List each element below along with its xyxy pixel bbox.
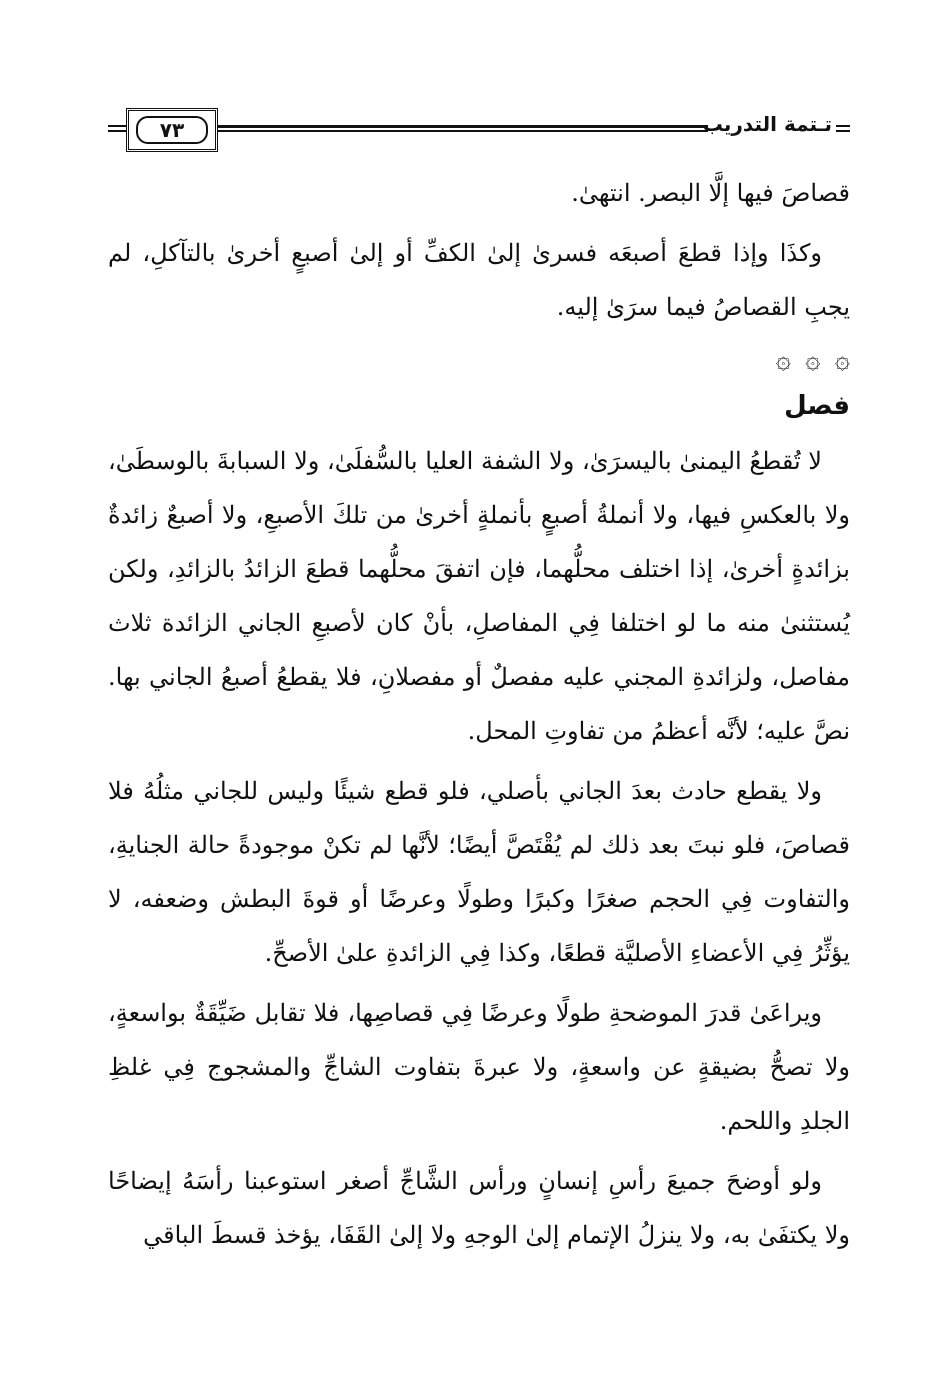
running-header xyxy=(108,108,850,154)
page-body xyxy=(108,166,850,1268)
paragraph: لا تُقطعُ اليمنىٰ باليسرَىٰ، ولا الشفة العليا بالسُّفلَىٰ، ولا السبابةَ بالوسطَىٰ، ولا بالعكسِ فيها، ولا أنملةُ أصبعٍ بأنملةٍ أخرىٰ من تلكَ الأصبعِ، ولا أصبعٌ زائدةٌ بزائدةٍ أخرىٰ، إذا اختلف محلُّهما، فإن اتفقَ محلُّهما قطعَ الزائدُ بالزائدِ، ولكن يُستثنىٰ منه ما لو اختلفا فِي المفاصلِ، بأنْ كان لأصبعِ الجاني الزائدة ثلاث مفاصل، ولزائدةِ المجني عليه مفصلٌ أو مفصلانِ، فلا يقطعُ أصبعُ الجاني بها. نصَّ عليه؛ لأنَّه أعظمُ من تفاوتِ المحل. xyxy=(108,447,850,745)
paragraph: ويراعَىٰ قدرَ الموضحةِ طولًا وعرضًا فِي قصاصِها، فلا تقابل ضَيِّقَةٌ بواسعةٍ، ولا تصحُّ بضيقةٍ عن واسعةٍ، ولا عبرةَ بتفاوت الشاجِّ والمشجوج فِي غلظِ الجلدِ واللحم. xyxy=(108,999,850,1135)
running-title: تـتمة التدريب xyxy=(702,112,832,136)
paragraph: وكذَا وإذا قطعَ أصبعَه فسرىٰ إلىٰ الكفِّ أو إلىٰ أصبعٍ أخرىٰ بالتآكلِ، لم يجبِ القصاصُ فيما سرَىٰ إليه. xyxy=(108,239,850,321)
ornament-star-icon: ۞ xyxy=(805,345,821,375)
ornament-star-icon: ۞ xyxy=(834,345,850,375)
header-rule xyxy=(218,125,708,132)
header-rule-left-tick xyxy=(108,125,126,132)
paragraph: قصاصَ فيها إلَّا البصر. انتهىٰ. xyxy=(571,179,850,207)
page-number: ٧٣ xyxy=(136,116,208,144)
section-heading: فصل xyxy=(784,391,850,421)
paragraph: ولا يقطع حادث بعدَ الجاني بأصلي، فلو قطع شيئًا وليس للجاني مثلُهُ فلا قصاصَ، فلو نبتَ بعد ذلك لم يُقْتَصَّ أيضًا؛ لأنَّها لم تكنْ موجودةً حالة الجنايةِ، والتفاوت فِي الحجم صغرًا وكبرًا وطولًا وعرضًا أو قوةَ البطش وضعفه، لا يؤثِّرُ فِي الأعضاءِ الأصليَّة قطعًا، وكذا فِي الزائدةِ علىٰ الأصحِّ. xyxy=(108,777,850,967)
paragraph: ولو أوضحَ جميعَ رأسِ إنسانٍ ورأس الشَّاجِّ أصغر استوعبنا رأسَهُ إيضاحًا ولا يكتفَىٰ به، ولا ينزلُ الإتمام إلىٰ الوجهِ ولا إلىٰ القَفَا، يؤخذ قسطَ الباقي xyxy=(108,1167,850,1249)
section-separator xyxy=(108,340,850,380)
page-number-frame xyxy=(126,108,218,152)
ornament-star-icon: ۞ xyxy=(775,345,791,375)
header-rule-right-tick xyxy=(836,125,850,132)
